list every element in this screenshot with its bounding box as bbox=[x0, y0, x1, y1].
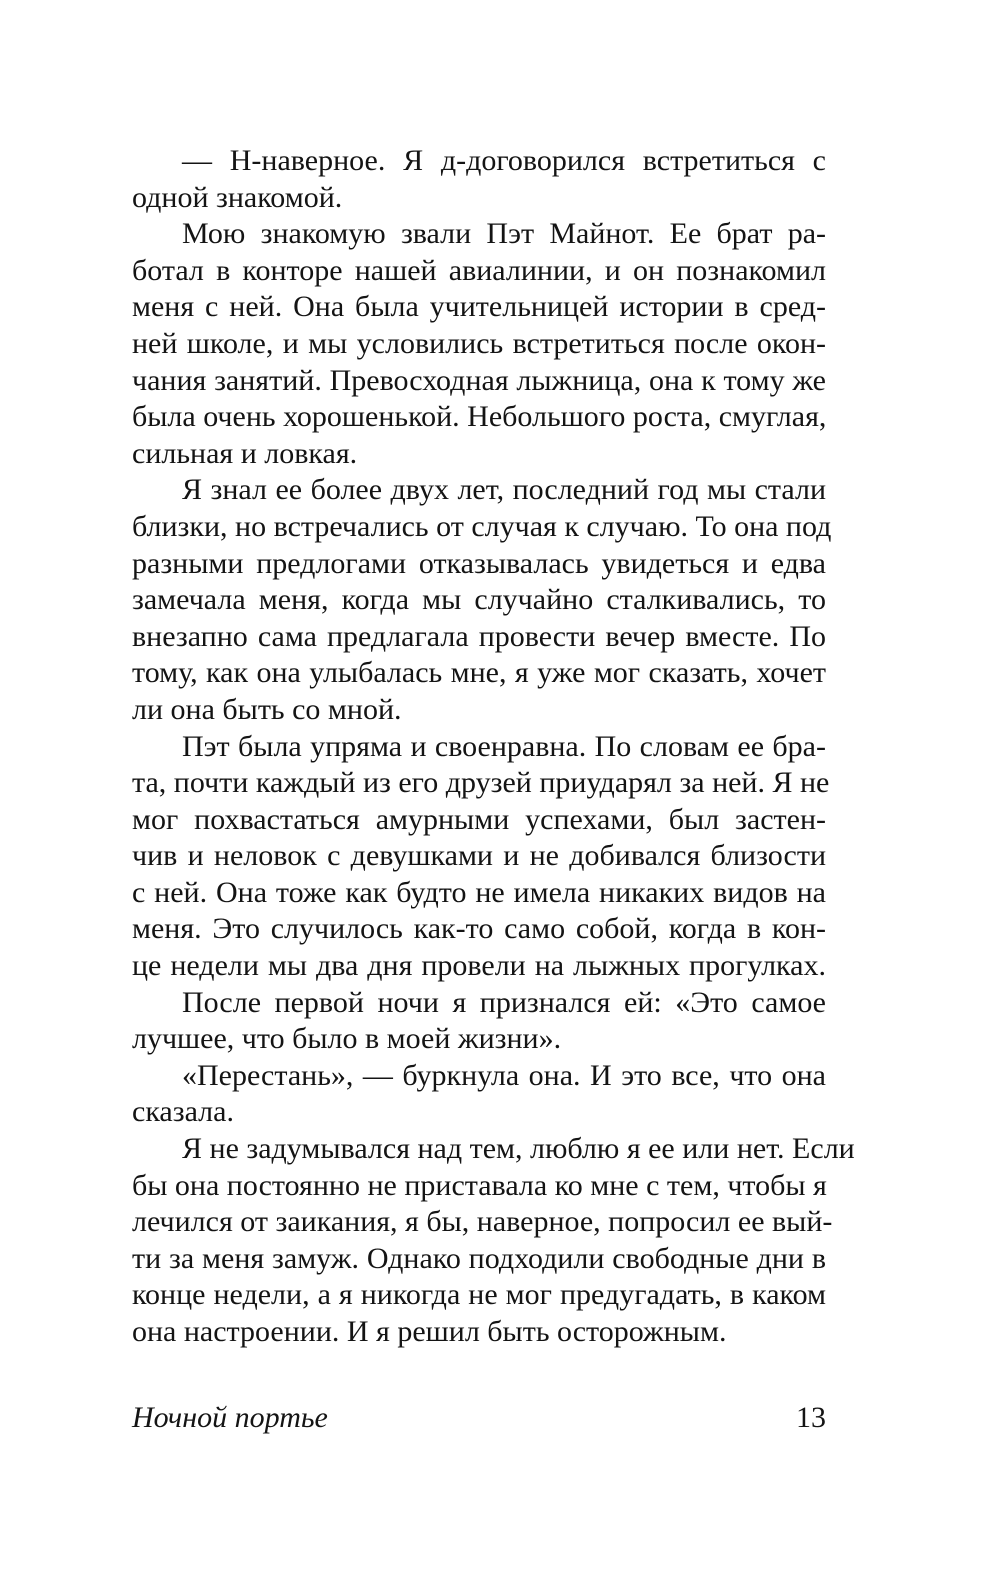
text-line: одной знакомой. bbox=[132, 180, 343, 214]
text-line: меня. Это случилось как-то само собой, когда в кон- bbox=[132, 912, 826, 946]
text-line: разными предлогами отказывалась увидеться и едва bbox=[132, 546, 826, 580]
page-number: 13 bbox=[796, 1401, 826, 1434]
text-line: Я знал ее более двух лет, последний год мы стали bbox=[182, 473, 826, 507]
text-line: меня с ней. Она была учительницей истории в сред- bbox=[132, 290, 826, 324]
paragraph-3 bbox=[132, 472, 832, 728]
text-line: с ней. Она тоже как будто не имела никаких видов на bbox=[132, 875, 826, 909]
text-line: та, почти каждый из его друзей приударял за ней. Я не bbox=[132, 766, 830, 800]
text-line: це недели мы два дня провели на лыжных прогулках. bbox=[132, 949, 826, 983]
text-line: чив и неловок с девушками и не добивался близости bbox=[132, 839, 826, 873]
text-line: близки, но встречались от случая к случаю. То она под bbox=[132, 509, 832, 543]
text-line: бы она постоянно не приставала ко мне с тем, чтобы я bbox=[132, 1168, 827, 1202]
text-line: замечала меня, когда мы случайно сталкивались, то bbox=[132, 583, 826, 617]
text-line: Пэт была упряма и своенравна. По словам ее бра- bbox=[182, 729, 826, 763]
page-footer bbox=[132, 1398, 826, 1438]
paragraph-5 bbox=[132, 985, 826, 1058]
paragraph-4 bbox=[132, 729, 830, 985]
text-line: внезапно сама предлагала провести вечер вместе. По bbox=[132, 619, 826, 653]
paragraph-1 bbox=[132, 143, 826, 216]
text-line: лучшее, что было в моей жизни». bbox=[132, 1022, 562, 1056]
paragraph-2 bbox=[132, 216, 826, 472]
text-line: сильная и ловкая. bbox=[132, 436, 358, 470]
text-line: конце недели, а я никогда не мог предугадать, в каком bbox=[132, 1278, 826, 1312]
text-line: ти за меня замуж. Однако подходили свободные дни в bbox=[132, 1241, 826, 1275]
text-line: Мою знакомую звали Пэт Майнот. Ее брат ра- bbox=[182, 217, 826, 251]
text-line: Я не задумывался над тем, люблю я ее или нет. Если bbox=[182, 1132, 855, 1166]
text-line: ней школе, и мы условились встретиться после окон- bbox=[132, 326, 826, 360]
body-text bbox=[132, 143, 855, 1351]
text-line: — Н-наверное. Я д-договорился встретиться с bbox=[182, 144, 826, 177]
text-line: «Перестань», — буркнула она. И это все, что она bbox=[182, 1058, 826, 1092]
text-line: она настроении. И я решил быть осторожным. bbox=[132, 1315, 727, 1348]
text-line: была очень хорошенькой. Небольшого роста, смуглая, bbox=[132, 400, 827, 434]
running-title: Ночной портье bbox=[132, 1401, 328, 1434]
text-line: ботал в конторе нашей авиалинии, и он познакомил bbox=[132, 253, 826, 287]
text-line: чания занятий. Превосходная лыжница, она к тому же bbox=[132, 363, 826, 397]
text-line: ли она быть со мной. bbox=[132, 692, 402, 726]
text-line: сказала. bbox=[132, 1095, 234, 1129]
text-line: После первой ночи я признался ей: «Это самое bbox=[182, 985, 826, 1019]
text-line: тому, как она улыбалась мне, я уже мог сказать, хочет bbox=[132, 656, 826, 690]
paragraph-7 bbox=[132, 1131, 855, 1351]
text-line: лечился от заикания, я бы, наверное, попросил ее вый- bbox=[132, 1205, 833, 1239]
paragraph-6 bbox=[132, 1058, 826, 1131]
text-line: мог похвастаться амурными успехами, был застен- bbox=[132, 802, 826, 836]
